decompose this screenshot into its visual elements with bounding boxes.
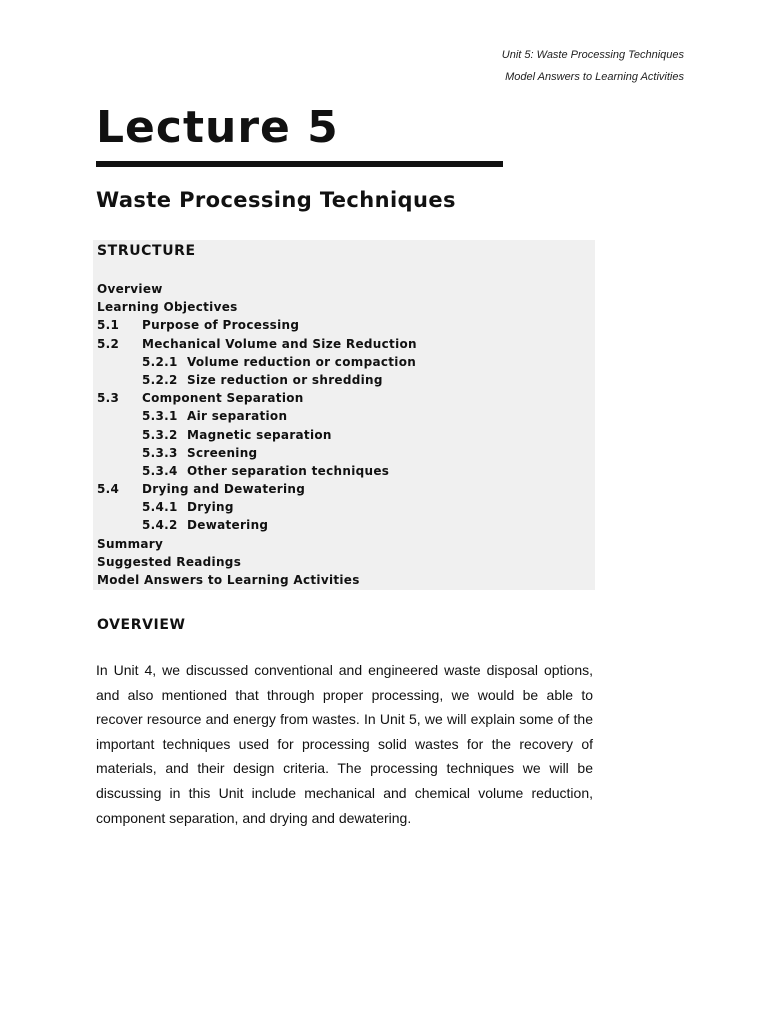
toc-item-label: Volume reduction or compaction <box>187 354 417 369</box>
toc-item-number: 5.4 <box>97 482 120 497</box>
lecture-title: Lecture 5 <box>96 102 339 153</box>
toc-item-model-answers <box>97 571 587 589</box>
toc-item-label: Air separation <box>187 409 288 424</box>
toc-item-number: 5.3.1 <box>142 409 178 424</box>
toc-item-label: Drying <box>187 500 234 515</box>
toc-item-summary <box>97 535 587 553</box>
title-underline-rule <box>96 161 503 167</box>
toc-item-5-3-4 <box>97 462 587 480</box>
toc-item-number: 5.3.2 <box>142 427 178 442</box>
toc-item-label: Component Separation <box>142 391 304 406</box>
toc-item-number: 5.4.1 <box>142 500 178 515</box>
toc-item-5-3 <box>97 389 587 407</box>
toc-item-overview <box>97 280 587 298</box>
toc-item-number: 5.4.2 <box>142 518 178 533</box>
toc-item-5-3-2 <box>97 426 587 444</box>
structure-heading: STRUCTURE <box>97 243 196 259</box>
running-header <box>502 44 684 88</box>
toc-item-number: 5.3 <box>97 391 120 406</box>
toc-item-number: 5.3.3 <box>142 445 178 460</box>
toc-item-label: Learning Objectives <box>97 300 238 315</box>
table-of-contents <box>97 280 587 589</box>
toc-item-label: Drying and Dewatering <box>142 482 306 497</box>
toc-item-number: 5.3.4 <box>142 463 178 478</box>
toc-item-suggested-readings <box>97 553 587 571</box>
toc-item-label: Summary <box>97 536 164 551</box>
toc-item-5-4 <box>97 480 587 498</box>
toc-item-5-1 <box>97 316 587 334</box>
overview-heading: OVERVIEW <box>97 617 186 633</box>
toc-item-number: 5.2 <box>97 336 120 351</box>
toc-item-5-4-1 <box>97 498 587 516</box>
toc-item-5-3-1 <box>97 407 587 425</box>
toc-item-label: Dewatering <box>187 518 269 533</box>
overview-paragraph: In Unit 4, we discussed conventional and engineered waste disposal options, and also mentioned that through proper processing, we would be able to recover resource and energy from wastes. In Unit 5, we will explain some of the important techniques used for processing solid wastes for the recovery of materials, and their design criteria. The processing techniques we will be discussing in this Unit include mechanical and chemical volume reduction, component separation, and drying and dewatering. <box>96 662 593 826</box>
toc-item-label: Magnetic separation <box>187 427 332 442</box>
toc-item-label: Mechanical Volume and Size Reduction <box>142 336 417 351</box>
toc-item-label: Purpose of Processing <box>142 318 300 333</box>
toc-item-number: 5.2.2 <box>142 372 178 387</box>
toc-item-5-2 <box>97 335 587 353</box>
running-header-unit: Unit 5: Waste Processing Techniques <box>501 49 684 61</box>
toc-item-number: 5.1 <box>97 318 120 333</box>
toc-item-5-2-2 <box>97 371 587 389</box>
toc-item-label: Screening <box>187 445 258 460</box>
toc-item-label: Other separation techniques <box>187 463 390 478</box>
running-header-section: Model Answers to Learning Activities <box>505 71 684 83</box>
toc-item-label: Overview <box>97 282 163 296</box>
lecture-subtitle: Waste Processing Techniques <box>96 188 456 212</box>
toc-item-5-2-1 <box>97 353 587 371</box>
toc-item-label: Model Answers to Learning Activities <box>97 573 360 587</box>
toc-item-label: Size reduction or shredding <box>187 372 383 387</box>
toc-item-number: 5.2.1 <box>142 354 178 369</box>
toc-item-learning-objectives <box>97 298 587 316</box>
toc-item-5-3-3 <box>97 444 587 462</box>
toc-item-label: Suggested Readings <box>97 554 242 569</box>
toc-item-5-4-2 <box>97 516 587 534</box>
